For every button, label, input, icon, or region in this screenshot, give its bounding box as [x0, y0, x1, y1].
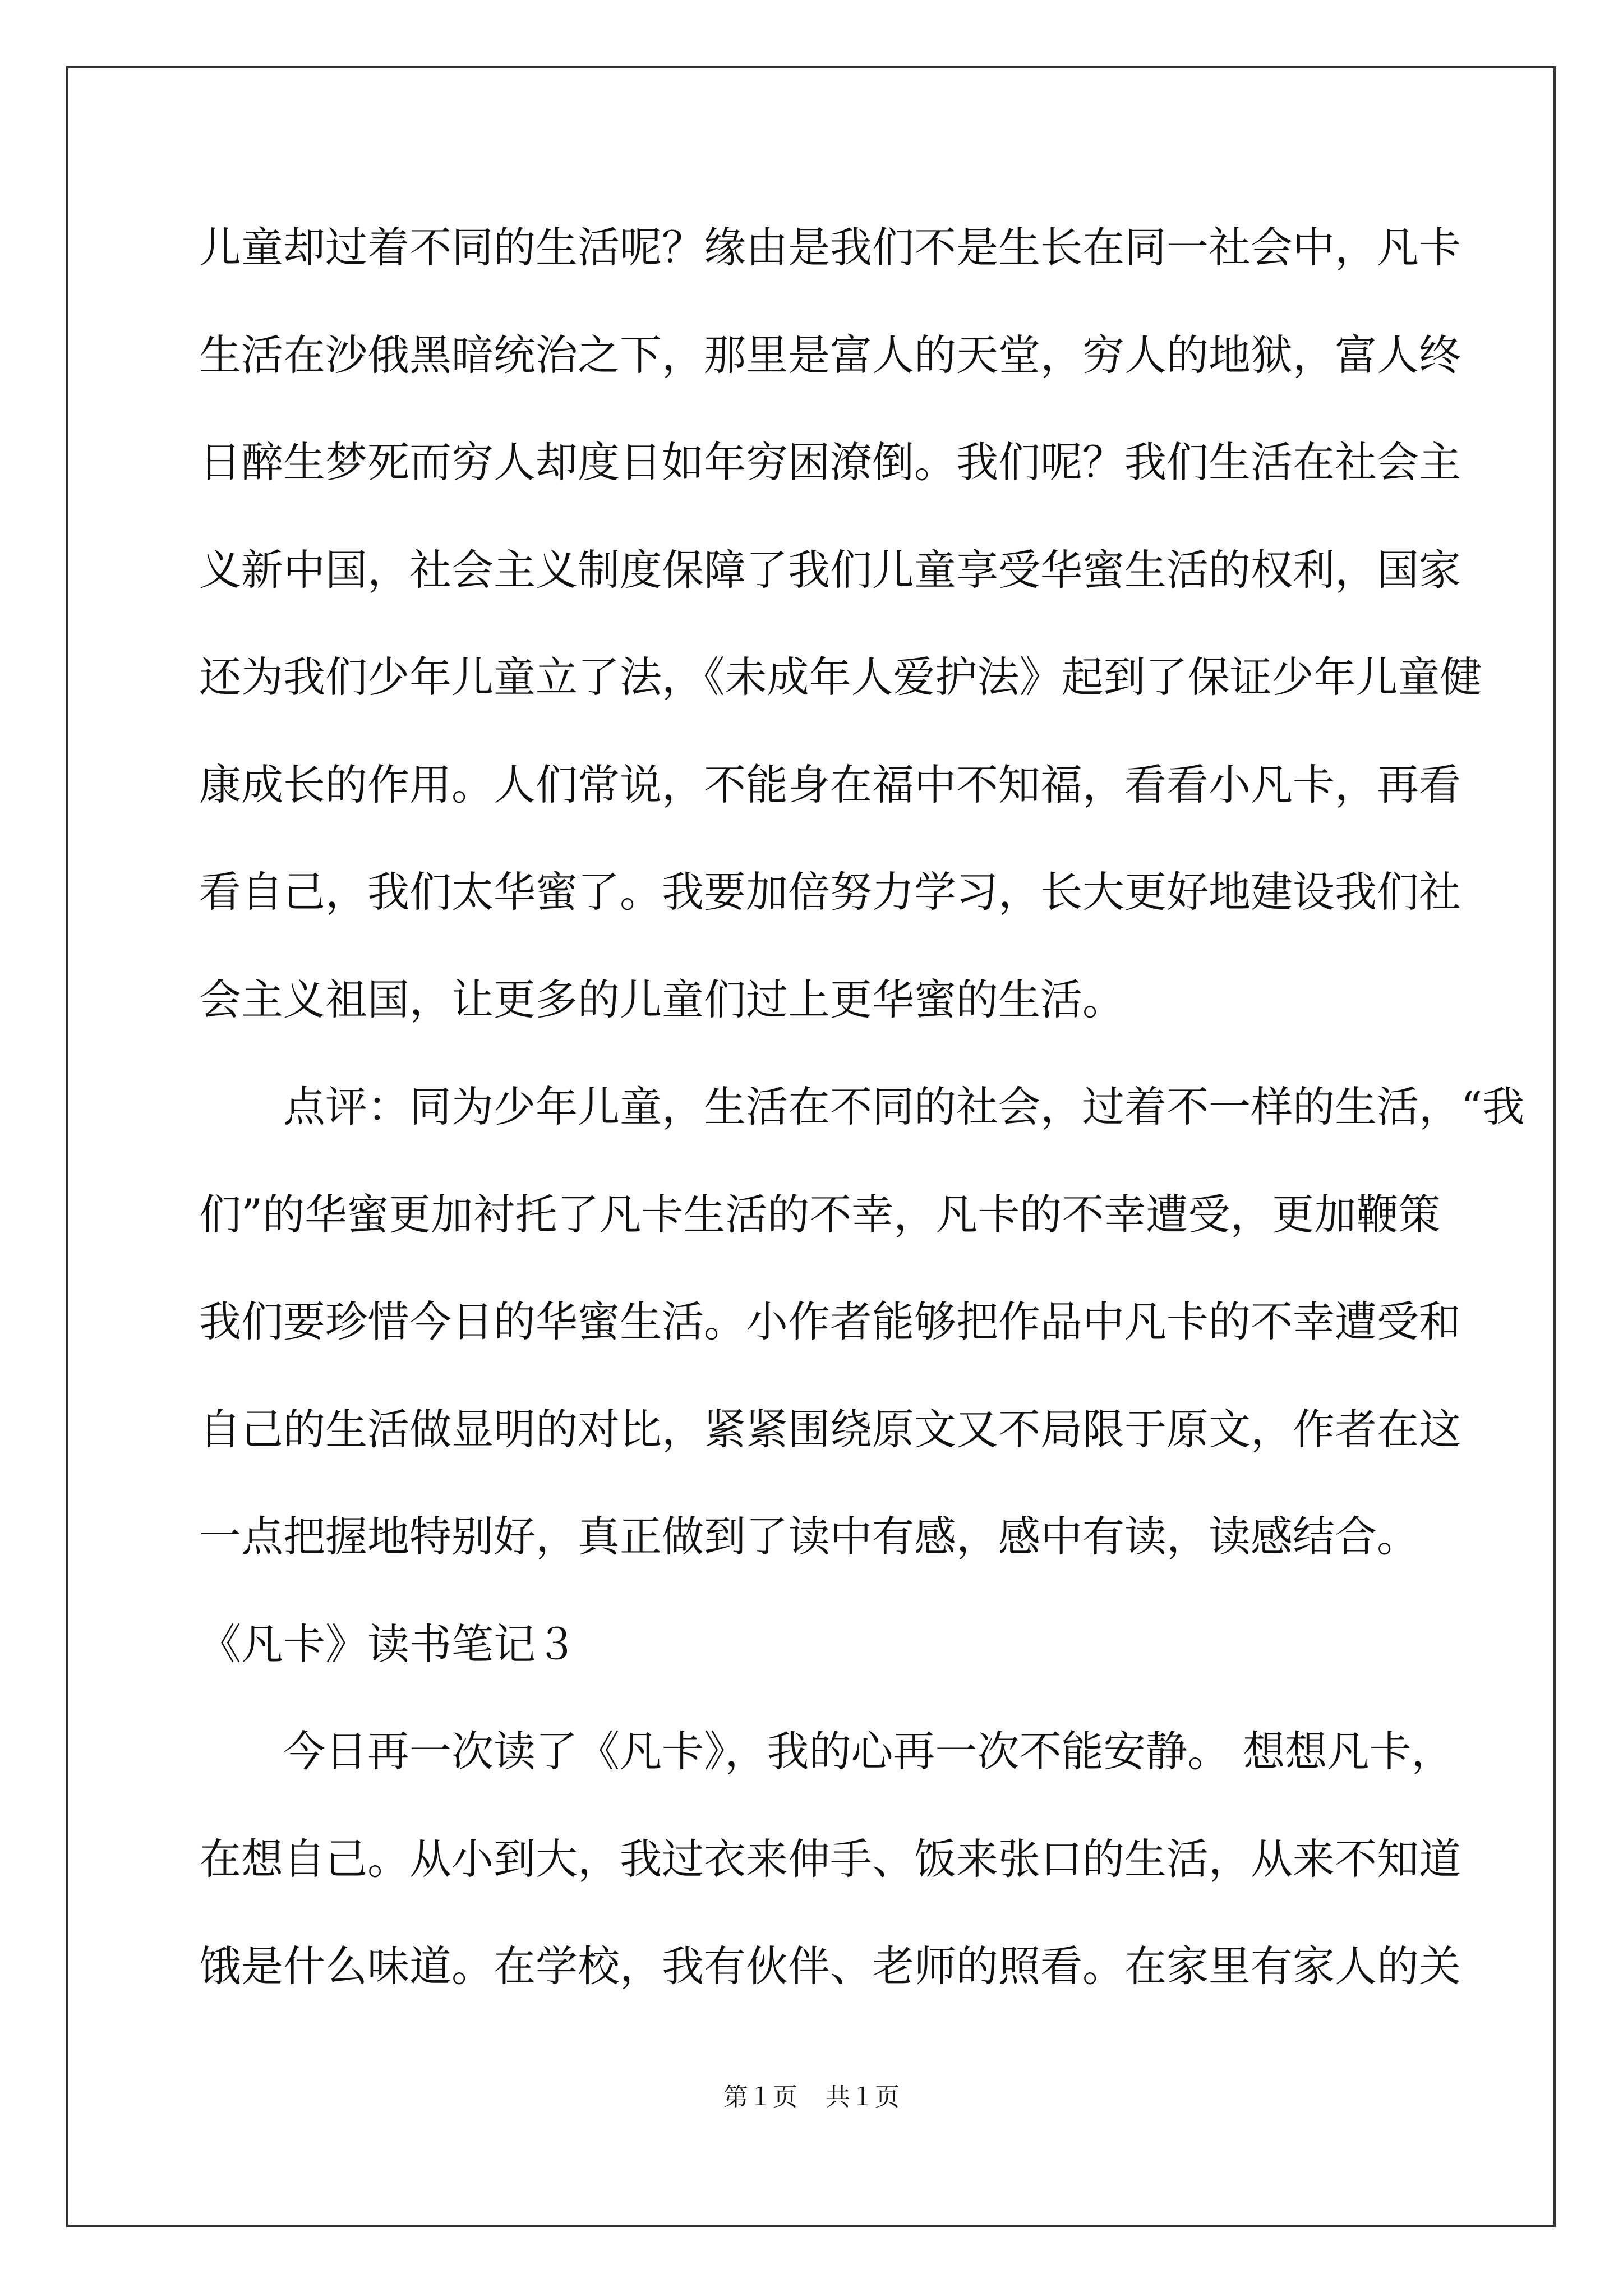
text-line: 儿童却过着不同的生活呢？缘由是我们不是生长在同一社会中，凡卡	[199, 223, 1461, 272]
text-line: 日醉生梦死而穷人却度日如年穷困潦倒。我们呢？我们生活在社会主	[199, 438, 1461, 487]
text-line: 还为我们少年儿童立了法，《未成年人爱护法》起到了保证少年儿童健	[199, 652, 1482, 702]
text-line: 康成长的作用。人们常说，不能身在福中不知福，看看小凡卡，再看	[199, 760, 1461, 809]
page-total: 共１页	[826, 2083, 900, 2111]
text-line: 我们要珍惜今日的华蜜生活。小作者能够把作品中凡卡的不幸遭受和	[199, 1297, 1461, 1346]
text-line: 一点把握地特别好，真正做到了读中有感，感中有读，读感结合。	[199, 1512, 1419, 1561]
document-body	[199, 194, 1525, 2021]
text-line: 自己的生活做显明的对比，紧紧围绕原文又不局限于原文，作者在这	[199, 1404, 1461, 1454]
text-line: 饿是什么味道。在学校，我有伙伴、老师的照看。在家里有家人的关	[199, 1941, 1461, 1991]
text-line: 义新中国，社会主义制度保障了我们儿童享受华蜜生活的权利，国家	[199, 545, 1461, 595]
text-line: 们”的华蜜更加衬托了凡卡生活的不幸，凡卡的不幸遭受，更加鞭策	[199, 1189, 1441, 1239]
text-line: 今日再一次读了《凡卡》，我的心再一次不能安静。 想想凡卡，	[283, 1727, 1454, 1776]
page-footer	[0, 2077, 1623, 2113]
text-line: 看自己，我们太华蜜了。我要加倍努力学习，长大更好地建设我们社	[199, 867, 1461, 917]
section-heading: 《凡卡》读书笔记３	[199, 1619, 578, 1669]
text-line: 生活在沙俄黑暗统治之下，那里是富人的天堂，穷人的地狱，富人终	[199, 330, 1461, 380]
text-line: 会主义祖国，让更多的儿童们过上更华蜜的生活。	[199, 974, 1125, 1024]
page-number: 第１页	[723, 2083, 797, 2111]
text-line: 在想自己。从小到大，我过衣来伸手、饭来张口的生活，从来不知道	[199, 1834, 1461, 1884]
commentary-line: 点评：同为少年儿童，生活在不同的社会，过着不一样的生活，“我	[283, 1082, 1525, 1131]
